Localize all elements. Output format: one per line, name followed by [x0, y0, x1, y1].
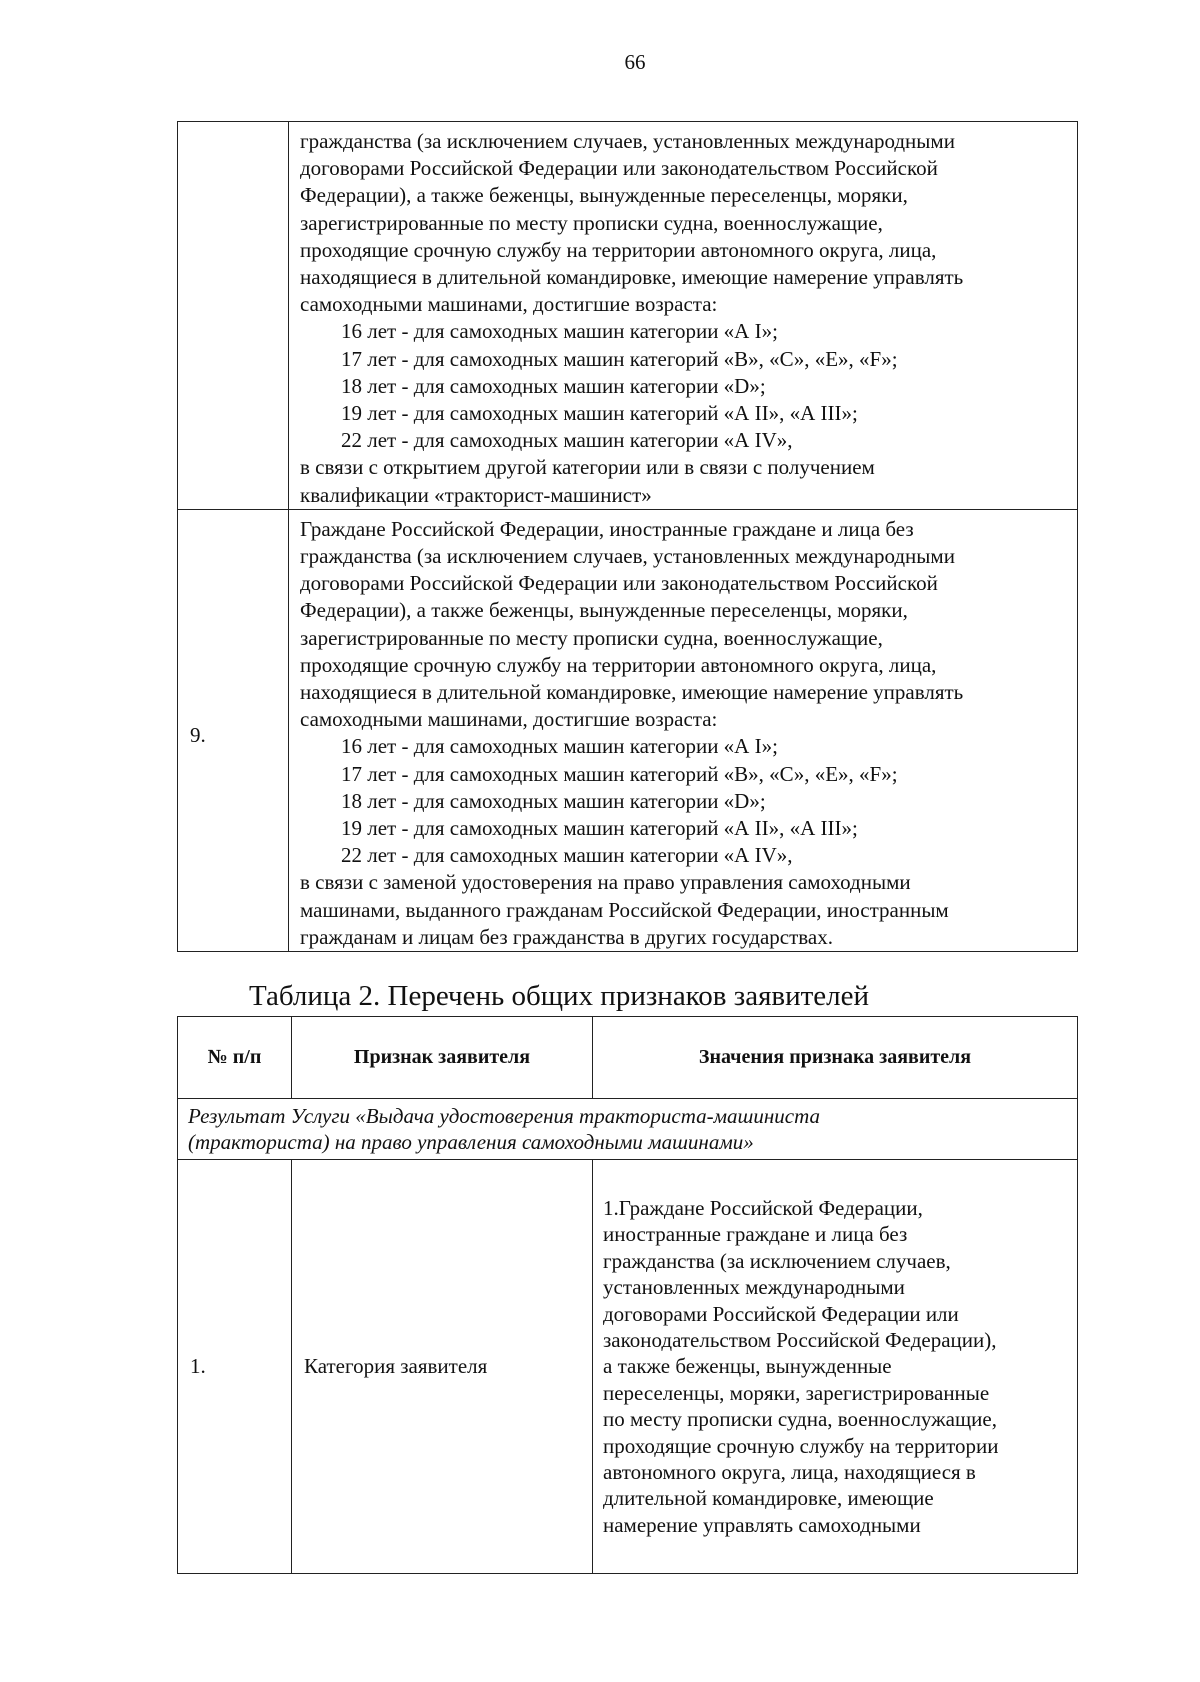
attribute-value: [593, 1160, 1078, 1574]
value-line: иностранные граждане и лица без: [603, 1222, 908, 1247]
row-number-cell: [178, 122, 289, 510]
text-line: в связи с заменой удостоверения на право управления самоходными: [300, 870, 911, 895]
age-line: 22 лет - для самоходных машин категории «А IV»,: [341, 843, 793, 868]
age-line: 16 лет - для самоходных машин категории «А I»;: [341, 319, 778, 344]
age-line: 17 лет - для самоходных машин категорий «В», «С», «Е», «F»;: [341, 761, 898, 786]
section-title-line: (тракториста) на право управления самоходными машинами»: [188, 1130, 754, 1154]
text-line: договорами Российской Федерации или законодательством Российской: [300, 156, 938, 181]
age-line: 16 лет - для самоходных машин категории «А I»;: [341, 734, 778, 759]
text-line: зарегистрированные по месту прописки судна, военнослужащие,: [300, 210, 883, 235]
value-line: длительной командировке, имеющие: [603, 1486, 934, 1511]
value-line: по месту прописки судна, военнослужащие,: [603, 1407, 997, 1432]
table-row: [178, 509, 1078, 951]
table-row: [178, 122, 1078, 510]
row-number: 1.: [178, 1160, 292, 1574]
value-line: договорами Российской Федерации или: [603, 1301, 959, 1326]
text-line: находящиеся в длительной командировке, имеющие намерение управлять: [300, 680, 964, 705]
text-line: самоходными машинами, достигшие возраста:: [300, 707, 718, 732]
value-line: установленных международными: [603, 1275, 905, 1300]
row-text-cell: [289, 122, 1078, 510]
value-line: проходящие срочную службу на территории: [603, 1433, 999, 1458]
applicants-table-continued: [177, 121, 1078, 952]
text-line: проходящие срочную службу на территории автономного округа, лица,: [300, 652, 937, 677]
age-line: 17 лет - для самоходных машин категорий «В», «С», «Е», «F»;: [341, 346, 898, 371]
text-line: Федерации), а также беженцы, вынужденные переселенцы, моряки,: [300, 598, 908, 623]
age-line: 22 лет - для самоходных машин категории «А IV»,: [341, 428, 793, 453]
page-number: 66: [624, 50, 646, 74]
value-line: законодательством Российской Федерации),: [603, 1328, 997, 1353]
text-line: гражданства (за исключением случаев, установленных международными: [300, 544, 955, 569]
applicant-attributes-table: [177, 1016, 1078, 1574]
text-line: самоходными машинами, достигшие возраста:: [300, 292, 718, 317]
text-line: проходящие срочную службу на территории автономного округа, лица,: [300, 237, 937, 262]
row-number-cell: [178, 509, 289, 951]
value-line: автономного округа, лица, находящиеся в: [603, 1460, 976, 1485]
section-title-line: Результат Услуги «Выдача удостоверения тракториста-машиниста: [188, 1104, 821, 1128]
row-text-cell: [289, 509, 1078, 951]
value-line: 1.Граждане Российской Федерации,: [603, 1196, 923, 1220]
age-line: 18 лет - для самоходных машин категории «D»;: [341, 373, 766, 398]
text-line: находящиеся в длительной командировке, имеющие намерение управлять: [300, 265, 964, 290]
age-line: 18 лет - для самоходных машин категории «D»;: [341, 788, 766, 813]
value-line: гражданства (за исключением случаев,: [603, 1248, 951, 1273]
text-line: Граждане Российской Федерации, иностранные граждане и лица без: [300, 516, 914, 541]
text-line: Федерации), а также беженцы, вынужденные переселенцы, моряки,: [300, 183, 908, 208]
table-caption: Таблица 2. Перечень общих признаков заявителей: [249, 980, 870, 1012]
column-header: № п/п: [178, 1017, 292, 1099]
row-number: 9.: [190, 722, 206, 747]
column-header: Значения признака заявителя: [593, 1017, 1078, 1099]
text-line: гражданства (за исключением случаев, установленных международными: [300, 129, 955, 153]
value-line: намерение управлять самоходными: [603, 1512, 921, 1537]
section-cell: [178, 1099, 1078, 1160]
text-line: зарегистрированные по месту прописки судна, военнослужащие,: [300, 625, 883, 650]
text-line: гражданам и лицам без гражданства в других государствах.: [300, 924, 833, 949]
age-line: 19 лет - для самоходных машин категорий «А II», «А III»;: [341, 401, 858, 426]
text-line: договорами Российской Федерации или законодательством Российской: [300, 571, 938, 596]
attribute-name: Категория заявителя: [292, 1160, 593, 1574]
age-line: 19 лет - для самоходных машин категорий «А II», «А III»;: [341, 816, 858, 841]
text-line: в связи с открытием другой категории или в связи с получением: [300, 455, 875, 480]
table-header-row: [178, 1017, 1078, 1099]
section-row: [178, 1099, 1078, 1160]
text-line: квалификации «тракторист-машинист»: [300, 482, 652, 507]
text-line: машинами, выданного гражданам Российской Федерации, иностранным: [300, 897, 949, 922]
value-line: переселенцы, моряки, зарегистрированные: [603, 1380, 990, 1405]
column-header: Признак заявителя: [292, 1017, 593, 1099]
value-line: а также беженцы, вынужденные: [603, 1354, 892, 1379]
table-row: [178, 1160, 1078, 1574]
